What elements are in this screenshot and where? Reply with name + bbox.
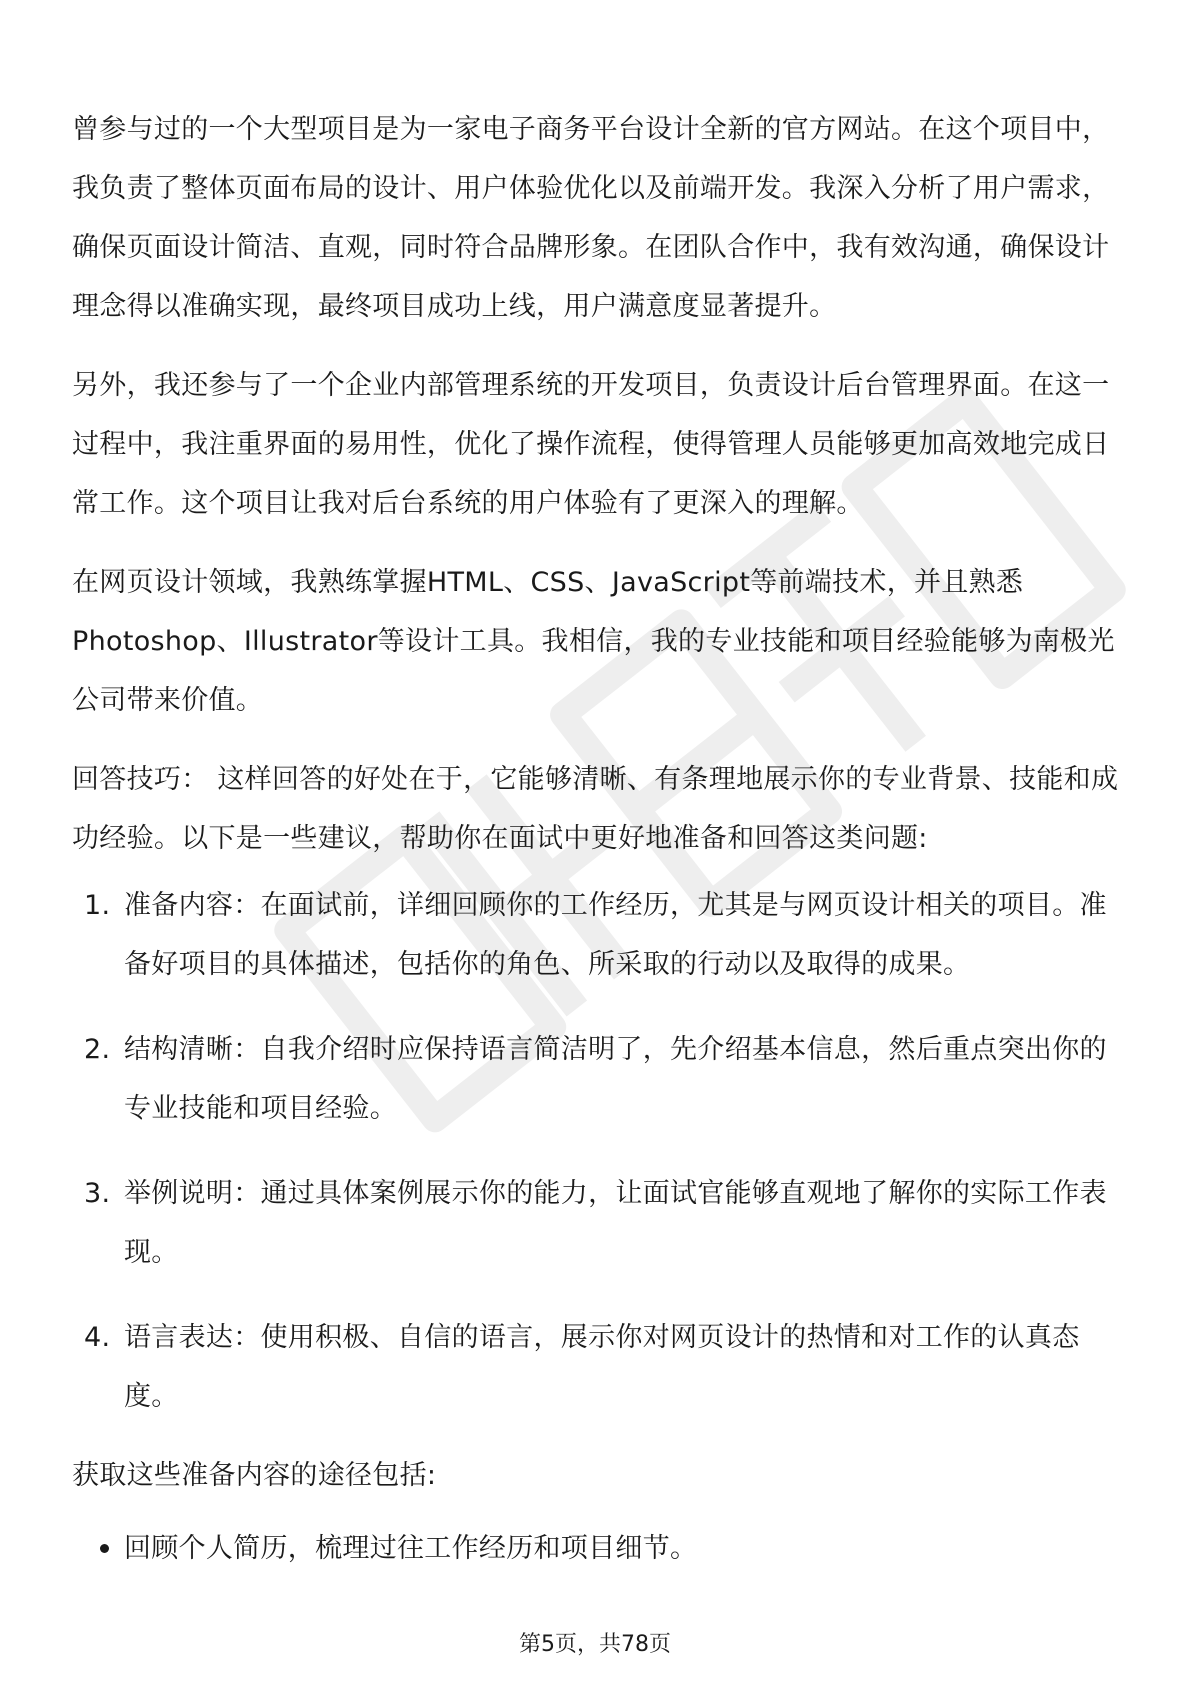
bullet-icon: [100, 1544, 109, 1553]
list-item: [72, 1020, 1132, 1138]
list-item: [72, 1308, 1132, 1426]
list-item-text: 语言表达：使用积极、自信的语言，展示你对网页设计的热情和对工作的认真态度。: [124, 1322, 1080, 1412]
list-item-text: 准备内容：在面试前，详细回顾你的工作经历，尤其是与网页设计相关的项目。准备好项目的具体描述，包括你的角色、所采取的行动以及取得的成果。: [124, 890, 1107, 980]
list-number: 2.: [84, 1034, 111, 1065]
answer-tips-paragraph: 回答技巧： 这样回答的好处在于，它能够清晰、有条理地展示你的专业背景、技能和成功经验。以下是一些建议，帮助你在面试中更好地准备和回答这类问题:: [72, 764, 1119, 854]
paragraph: 另外，我还参与了一个企业内部管理系统的开发项目，负责设计后台管理界面。在这一过程中，我注重界面的易用性，优化了操作流程，使得管理人员能够更加高效地完成日常工作。这个项目让我对后台系统的用户体验有了更深入的理解。: [72, 370, 1110, 519]
paragraph: 在网页设计领域，我熟练掌握HTML、CSS、JavaScript等前端技术，并且熟悉Photoshop、Illustrator等设计工具。我相信，我的专业技能和项目经验能够为南极光公司带来价值。: [72, 567, 1115, 716]
list-number: 4.: [84, 1322, 111, 1353]
list-item: [72, 1519, 1132, 1578]
ways-list: [72, 1519, 1132, 1578]
ways-intro: 获取这些准备内容的途径包括:: [72, 1460, 437, 1491]
tips-list: [72, 876, 1132, 1426]
page-footer: 第5页，共78页: [519, 1632, 671, 1657]
list-item-text: 回顾个人简历，梳理过往工作经历和项目细节。: [124, 1533, 698, 1564]
list-number: 1.: [84, 890, 111, 921]
list-item-text: 结构清晰：自我介绍时应保持语言简洁明了，先介绍基本信息，然后重点突出你的专业技能和项目经验。: [124, 1034, 1107, 1124]
list-item-text: 举例说明：通过具体案例展示你的能力，让面试官能够直观地了解你的实际工作表现。: [124, 1178, 1107, 1268]
list-number: 3.: [84, 1178, 111, 1209]
list-item: [72, 1164, 1132, 1282]
paragraph: 曾参与过的一个大型项目是为一家电子商务平台设计全新的官方网站。在这个项目中，我负责了整体页面布局的设计、用户体验优化以及前端开发。我深入分析了用户需求，确保页面设计简洁、直观，同时符合品牌形象。在团队合作中，我有效沟通，确保设计理念得以准确实现，最终项目成功上线，用户满意度显著提升。: [72, 114, 1110, 322]
list-item: [72, 876, 1132, 994]
document-body: [72, 100, 1132, 1578]
